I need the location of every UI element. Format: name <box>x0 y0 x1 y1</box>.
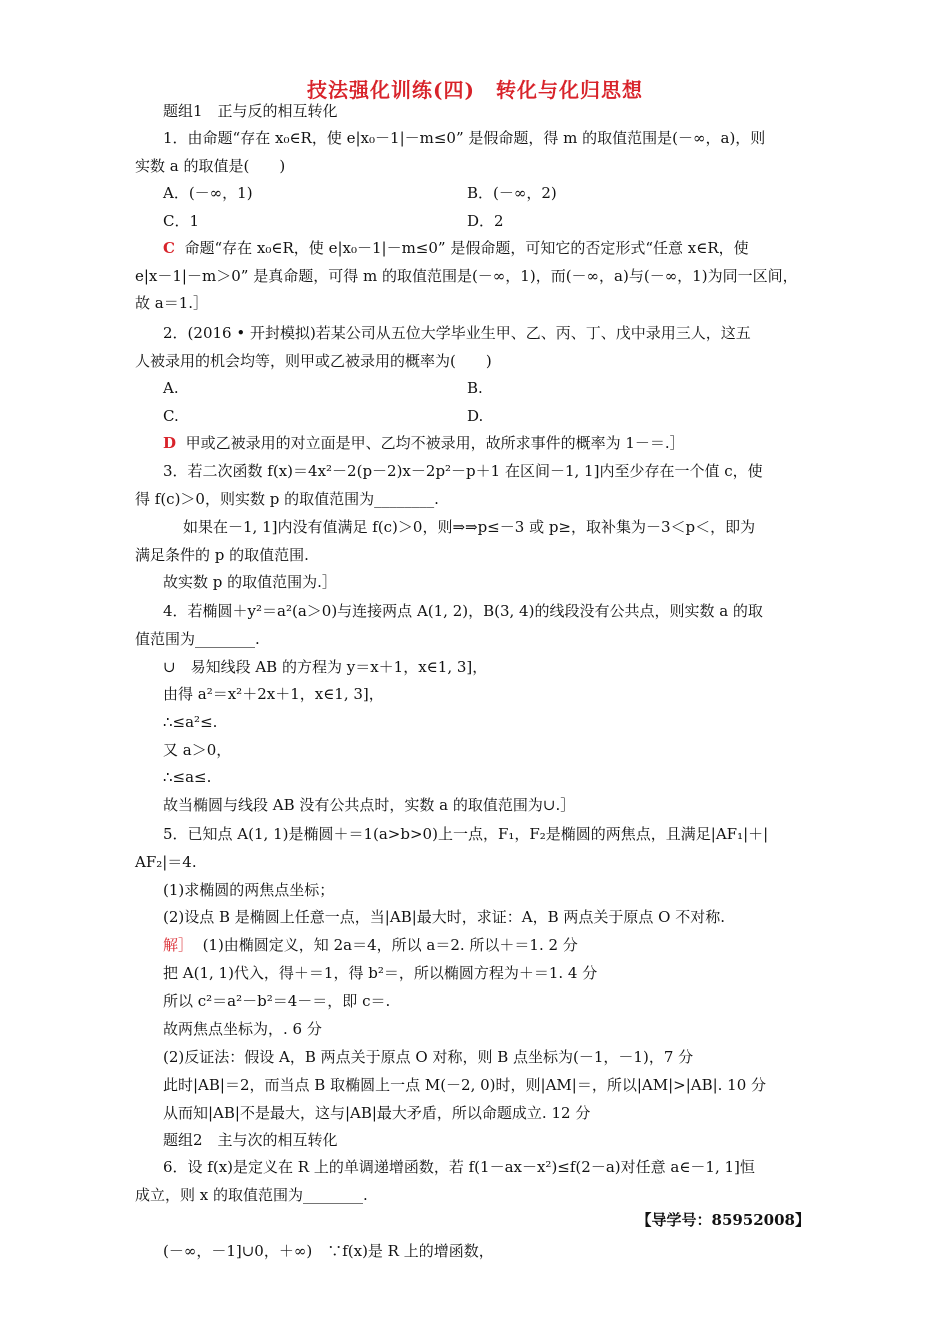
q2-option-c: C. <box>163 407 179 425</box>
q3-solution-line-3: 故实数 p 的取值范围为.］ <box>163 573 337 591</box>
q1-line-1: 1．由命题“存在 x₀∈R，使 e|x₀－1|－m≤0” 是假命题，得 m 的取值范围是(－∞，a)，则 <box>163 129 766 147</box>
q5-solution-line-4: 故两焦点坐标为，. 6 分 <box>163 1020 322 1038</box>
page-title: 技法强化训练(四) 转化与化归思想 <box>307 78 643 102</box>
q1-option-d: D．2 <box>467 212 504 230</box>
q1-line-2: 实数 a 的取值是( ) <box>135 157 286 175</box>
q5-line-1: 5．已知点 A(1, 1)是椭圆＋＝1(a>b>0)上一点，F₁，F₂是椭圆的两焦点，且满足|AF₁|＋| <box>163 825 769 843</box>
q5-solution-line-3: 所以 c²＝a²－b²＝4－＝，即 c＝. <box>163 992 391 1010</box>
q5-solution-label: 解］ <box>163 936 194 954</box>
q5-solution-line-6: 此时|AB|＝2，而当点 B 取椭圆上一点 M(－2, 0)时，则|AM|＝，所以|AM|>|AB|. 10 分 <box>163 1076 767 1094</box>
q4-solution-line-1: ∪ 易知线段 AB 的方程为 y＝x＋1，x∈1, 3]， <box>163 658 488 676</box>
q5-solution-text-1: (1)由椭圆定义，知 2a＝4，所以 a＝2. 所以＋＝1. 2 分 <box>202 936 578 954</box>
q5-part-2: (2)设点 B 是椭圆上任意一点，当|AB|最大时，求证：A，B 两点关于原点 O 不对称. <box>163 908 725 926</box>
q6-solution-line-1: (－∞，－1]∪0，＋∞) ∵f(x)是 R 上的增函数， <box>163 1242 494 1260</box>
q1-solution-line-3: 故 a＝1.］ <box>135 294 209 312</box>
q3-line-1: 3．若二次函数 f(x)＝4x²－2(p－2)x－2p²－p＋1 在区间－1, 1]内至少存在一个值 c，使 <box>163 462 763 480</box>
q5-solution-line-5: (2)反证法：假设 A，B 两点关于原点 O 对称，则 B 点坐标为(－1，－1)，7 分 <box>163 1048 694 1066</box>
q1-solution-text-1: 命题“存在 x₀∈R，使 e|x₀－1|－m≤0” 是假命题，可知它的否定形式“任意 x∈R，使 <box>184 239 749 257</box>
q2-option-d: D. <box>467 407 484 425</box>
q4-solution-line-5: ∴≤a≤. <box>163 768 212 786</box>
q1-option-b: B．(－∞，2) <box>467 184 557 202</box>
q2-solution-line-1 <box>163 433 685 453</box>
q2-line-2: 人被录用的机会均等，则甲或乙被录用的概率为( ) <box>135 352 492 370</box>
q3-line-2: 得 f(c)＞0，则实数 p 的取值范围为________. <box>135 490 439 508</box>
q1-option-c: C．1 <box>163 212 200 230</box>
q2-solution-text-1: 甲或乙被录用的对立面是甲、乙均不被录用，故所求事件的概率为 1－＝.］ <box>185 434 685 452</box>
q5-line-2: AF₂|＝4. <box>135 853 197 871</box>
q5-solution-line-1 <box>163 935 578 955</box>
q2-option-b: B. <box>467 379 483 397</box>
q4-solution-line-6: 故当椭圆与线段 AB 没有公共点时，实数 a 的取值范围为∪.］ <box>163 796 576 814</box>
q1-solution-line-2: e|x－1|－m＞0” 是真命题，可得 m 的取值范围是(－∞，1)，而(－∞，a)与(－∞，1)为同一区间， <box>135 267 798 285</box>
q3-solution-line-2: 满足条件的 p 的取值范围. <box>135 546 309 564</box>
q4-solution-line-4: 又 a＞0， <box>163 741 232 759</box>
q5-part-1: (1)求椭圆的两焦点坐标； <box>163 881 335 899</box>
q1-option-a: A．(－∞，1) <box>163 184 253 202</box>
q2-answer: D <box>163 434 177 452</box>
q2-option-a: A. <box>163 379 179 397</box>
group-1-heading: 题组1 正与反的相互转化 <box>163 102 338 120</box>
q6-line-1: 6．设 f(x)是定义在 R 上的单调递增函数，若 f(1－ax－x²)≤f(2－a)对任意 a∈－1, 1]恒 <box>163 1158 755 1176</box>
q5-solution-line-7: 从而知|AB|不是最大，这与|AB|最大矛盾，所以命题成立. 12 分 <box>163 1104 591 1122</box>
q1-answer: C <box>163 239 175 257</box>
q4-solution-line-2: 由得 a²＝x²＋2x＋1，x∈1, 3]， <box>163 685 384 703</box>
q5-solution-line-2: 把 A(1, 1)代入，得＋＝1，得 b²＝，所以椭圆方程为＋＝1. 4 分 <box>163 964 598 982</box>
q4-line-1: 4．若椭圆＋y²＝a²(a＞0)与连接两点 A(1, 2)，B(3, 4)的线段没有公共点，则实数 a 的取 <box>163 602 763 620</box>
q4-solution-line-3: ∴≤a²≤. <box>163 713 218 731</box>
q6-line-2: 成立，则 x 的取值范围为________. <box>135 1186 368 1204</box>
q3-solution-line-1: 如果在－1, 1]内没有值满足 f(c)＞0，则⇒⇒p≤－3 或 p≥，取补集为－3＜p＜，即为 <box>183 518 756 536</box>
q2-line-1: 2．(2016 • 开封模拟)若某公司从五位大学毕业生甲、乙、丙、丁、戊中录用三人，这五 <box>163 324 751 342</box>
group-2-heading: 题组2 主与次的相互转化 <box>163 1131 338 1149</box>
q4-line-2: 值范围为________. <box>135 630 260 648</box>
guide-number: 【导学号：85952008】 <box>636 1211 810 1229</box>
q1-solution-line-1 <box>163 238 749 258</box>
